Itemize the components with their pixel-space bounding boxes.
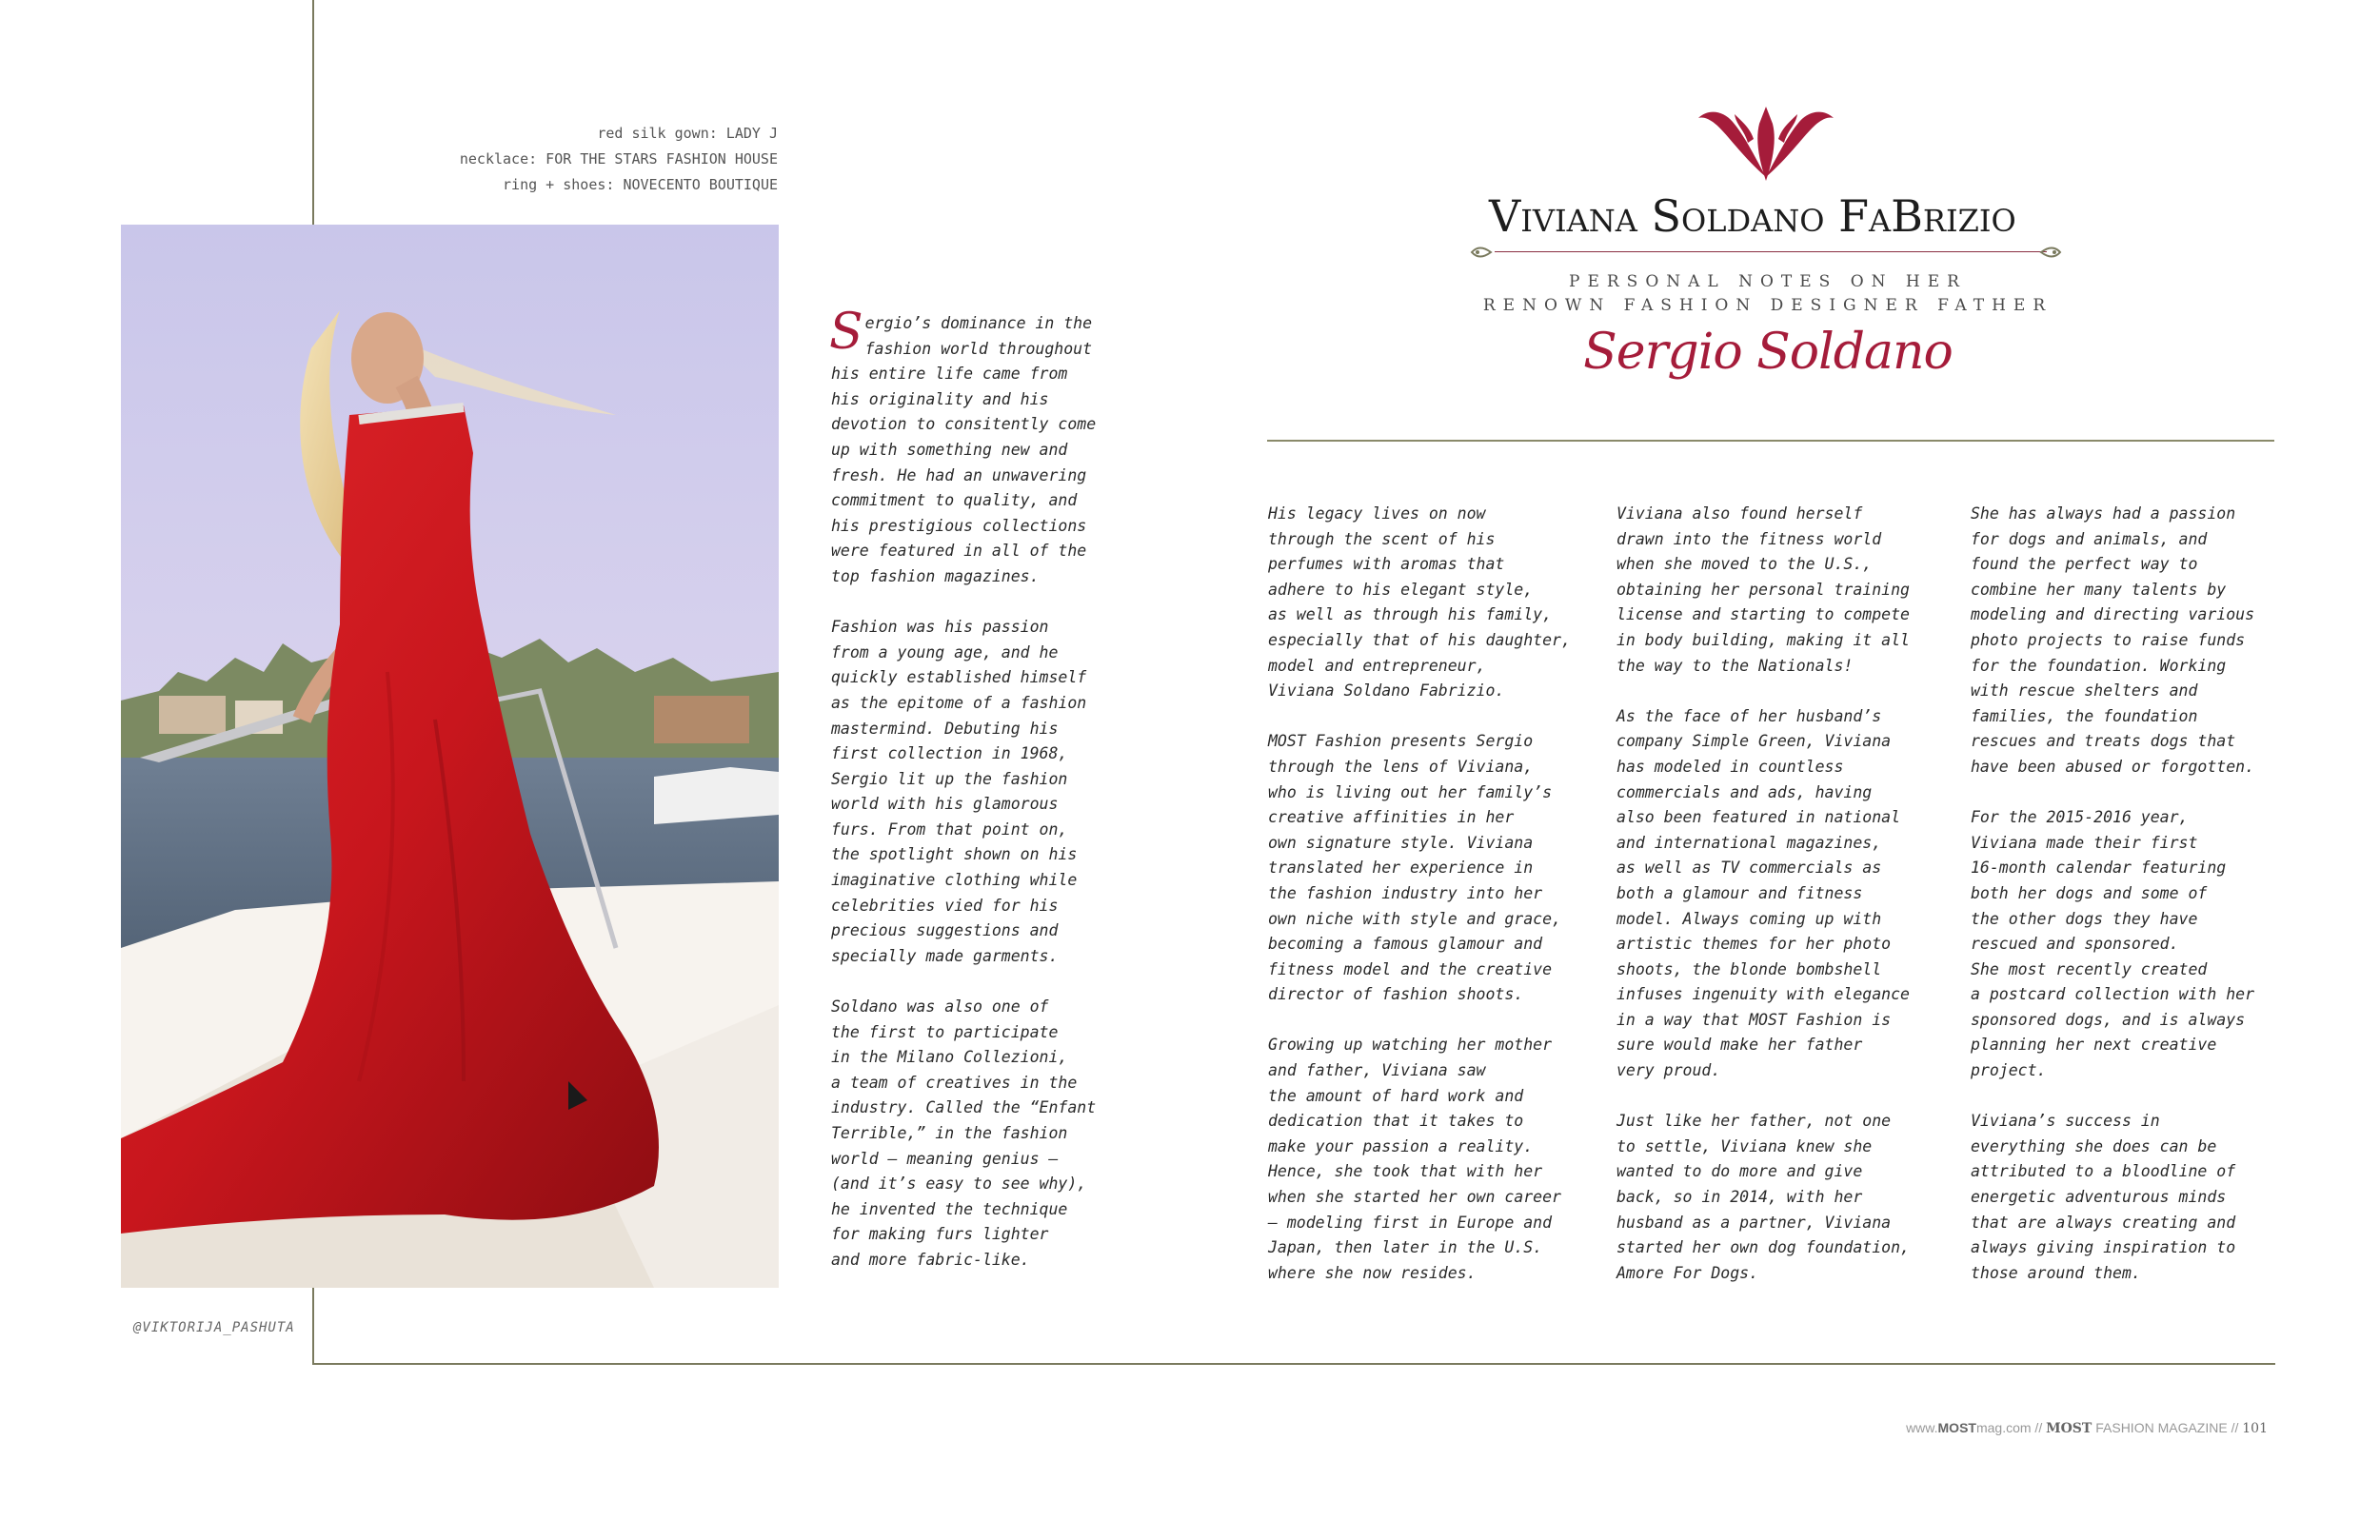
wardrobe-credits: [460, 121, 778, 198]
footer-mag-name: FASHION MAGAZINE: [2092, 1420, 2228, 1435]
column-2: [1268, 502, 1571, 1312]
footer-site-brand: MOST: [1937, 1420, 1976, 1435]
left-flourish-icon: [1470, 242, 1493, 267]
paragraph-1-text: ergio’s dominance in the fashion world throughout his entire life came from his originality and his devotion to consitently come up with something new and fresh. He had an unwavering commitment to quality, and his prestigious collections were featured in all of the top fashion magazines.: [831, 314, 1097, 585]
footer-mag-brand: MOST: [2046, 1421, 2092, 1436]
bottom-frame-rule: [312, 1363, 2275, 1365]
fashion-photo: [121, 225, 779, 1288]
page-footer: [1906, 1420, 2268, 1436]
column-4: [1971, 502, 2254, 1312]
fleur-ornament-icon: [1698, 101, 1834, 185]
photo-credit: @VIKTORIJA_PASHUTA: [133, 1320, 295, 1335]
credit-gown: red silk gown: LADY J: [597, 125, 778, 142]
subtitle-line-1: PERSONAL NOTES ON HER: [1569, 272, 1967, 291]
footer-site-suffix: mag.com: [1975, 1420, 2032, 1435]
paragraph-1: His legacy lives on now through the scent of his perfumes with aromas that adhere to his elegant style, as well as through his family, especially that of his daughter, model and entrepreneur, Viviana Soldano Fabrizio.: [1268, 504, 1571, 701]
paragraph-2: As the face of her husband’s company Simple Green, Viviana has modeled in countless commercials and ads, having also been featured in national and international magazines, as well as TV commercials as both a glamour and fitness model. Always coming up with artistic themes for her photo shoots, the blonde bombshell infuses ingenuity with elegance in a way that MOST Fashion is sure would make her father very proud.: [1616, 706, 1910, 1080]
article-title: Viviana Soldano FaBrizio: [1489, 190, 2016, 242]
paragraph-2: For the 2015-2016 year, Viviana made their first 16-month calendar featuring both her dogs and some of the other dogs they have rescued and sponsored. She most recently created a postcard collection with her sponsored dogs, and is always planning her next creative project.: [1971, 808, 2255, 1080]
footer-sep: //: [2227, 1420, 2243, 1435]
subtitle-line-2: RENOWN FASHION DESIGNER FATHER: [1482, 296, 2053, 315]
credit-ring-shoes: ring + shoes: NOVECENTO BOUTIQUE: [503, 176, 778, 193]
paragraph-2: Fashion was his passion from a young age, and he quickly established himself as the epitome of a fashion mastermind. Debuting his first collection in 1968, Sergio lit up the fashion world with his glamorous furs. From that point on, the spotlight shown on his imaginative clothing while celebrities vied for his precious suggestions and specially made garments.: [831, 618, 1087, 965]
paragraph-1: She has always had a passion for dogs and animals, and found the perfect way to combine her many talents by modeling and directing various photo projects to raise funds for the foundation. Working with rescue shelters and families, the foundation rescues and treats dogs that have been abused or forgotten.: [1971, 504, 2255, 776]
credit-necklace: necklace: FOR THE STARS FASHION HOUSE: [459, 150, 778, 168]
paragraph-1: Viviana also found herself drawn into the fitness world when she moved to the U.S., obtaining her personal training license and starting to compete in body building, making it all the way to the Nationals!: [1616, 504, 1910, 675]
paragraph-3: Viviana’s success in everything she does can be attributed to a bloodline of energetic adventurous minds that are always creating and always giving inspiration to those around them.: [1971, 1112, 2236, 1282]
dropcap: S: [829, 304, 863, 361]
column-1: [829, 304, 1097, 1298]
paragraph-2: MOST Fashion presents Sergio through the lens of Viviana, who is living out her family’s creative affinities in her own signature style. Viviana translated her experience in the fashion industry into her own niche with style and grace, becoming a famous glamour and fitness model and the creative director of fashion shoots.: [1268, 732, 1561, 1004]
paragraph-3: Growing up watching her mother and father, Viviana saw the amount of hard work and dedication that it takes to make your passion a reality. Hence, she took that with her when she started her own career — modeling first in Europe and Japan, then later in the U.S. where she now resides.: [1268, 1036, 1561, 1282]
page-number: 101: [2242, 1421, 2268, 1436]
photo-illustration: [121, 225, 779, 1288]
paragraph-3: Soldano was also one of the first to participate in the Milano Collezioni, a team of creatives in the industry. Called the “Enfant Terrible,” in the fashion world — meaning genius — (and it’s easy to see why), he invented the technique for making furs lighter and more fabric-like.: [831, 997, 1097, 1269]
heading-divider: [1267, 440, 2274, 442]
paragraph-1: [829, 304, 1097, 590]
paragraph-3: Just like her father, not one to settle, Viviana knew she wanted to do more and give back, so in 2014, with her husband as a partner, Viviana started her own dog foundation, Amore For Dogs.: [1616, 1112, 1910, 1282]
footer-sep: //: [2031, 1420, 2047, 1435]
footer-site-prefix: www.: [1906, 1420, 1938, 1435]
column-3: [1616, 502, 1910, 1312]
right-flourish-icon: [2039, 242, 2062, 267]
title-underline: [1495, 251, 2047, 252]
designer-name: Sergio Soldano: [1583, 324, 1953, 381]
